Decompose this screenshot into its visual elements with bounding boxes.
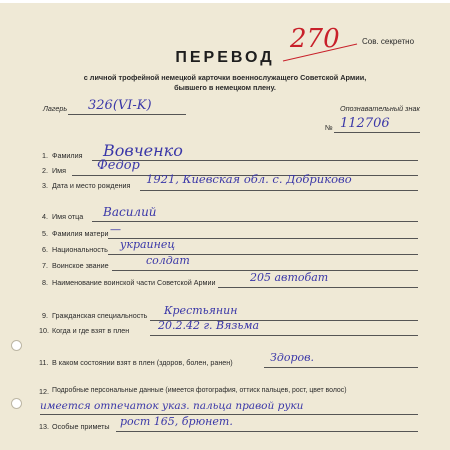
field-7-value: солдат [146, 254, 190, 267]
subtitle-line-2: бывшего в немецком плену. [174, 83, 276, 92]
field-8-label: Наименование воинской части Советской Армии [52, 278, 216, 287]
field-10-underline [150, 335, 418, 336]
field-3-number: 3. [42, 181, 48, 190]
field-1-value: Вовченко [103, 141, 183, 160]
field-6-label: Национальность [52, 245, 108, 254]
field-3-value: 1921, Киевская обл. с. Добриково [146, 172, 352, 186]
id-tag-label: Опознавательный знак [340, 104, 420, 113]
field-1-label: Фамилия [52, 151, 83, 160]
field-6-number: 6. [42, 245, 48, 254]
field-8-underline [218, 287, 418, 288]
field-5-value: — [110, 223, 121, 236]
id-tag-value: 112706 [340, 116, 390, 131]
field-10-label: Когда и где взят в плен [52, 326, 130, 335]
field-13-number: 13. [39, 422, 49, 431]
field-1-underline [92, 160, 418, 161]
id-tag-underline [334, 132, 420, 133]
field-13-label: Особые приметы [52, 422, 110, 431]
field-11-label: В каком состоянии взят в плен (здоров, болен, ранен) [52, 358, 233, 367]
field-3-label: Дата и место рождения [52, 181, 131, 190]
field-8-value: 205 автобат [250, 271, 329, 284]
field-2-number: 2. [42, 166, 48, 175]
field-6-value: украинец [120, 238, 176, 251]
field-7-label: Воинское звание [52, 261, 109, 270]
stamp-number: 270 [290, 24, 340, 54]
field-9-label: Гражданская специальность [52, 311, 148, 320]
camp-value: 326(VI-K) [88, 98, 152, 113]
field-10-value: 20.2.42 г. Вязьма [158, 319, 260, 332]
field-9-number: 9. [42, 311, 48, 320]
field-5-number: 5. [42, 229, 48, 238]
field-10-number: 10. [39, 326, 49, 335]
field-8-number: 8. [42, 278, 48, 287]
field-4-label: Имя отца [52, 212, 84, 221]
secret-label: Сов. секретно [362, 37, 415, 46]
field-3-underline [140, 190, 418, 191]
subtitle-line-1: с личной трофейной немецкой карточки военнослужащего Советской Армии, [83, 73, 367, 82]
field-2-value: Федор [97, 158, 140, 173]
field-9-value: Крестьянин [164, 304, 238, 317]
field-12-value: имеется отпечаток указ. пальца правой руки [40, 400, 304, 412]
field-11-number: 11. [39, 358, 49, 367]
field-1-number: 1. [42, 151, 48, 160]
page-title: ПЕРЕВОД [175, 49, 275, 66]
field-2-label: Имя [52, 166, 66, 175]
field-4-number: 4. [42, 212, 48, 221]
field-12-label: Подробные персональные данные (имеется фотография, оттиск пальцев, рост, цвет волос) [52, 387, 347, 394]
field-4-value: Василий [103, 205, 157, 219]
punch-hole-bottom [11, 398, 22, 409]
camp-underline [68, 114, 186, 115]
field-12-number: 12. [39, 387, 49, 396]
id-tag-prefix: № [325, 123, 333, 132]
field-5-label: Фамилия матери [52, 229, 109, 238]
camp-label: Лагерь [43, 104, 68, 113]
field-11-value: Здоров. [270, 351, 315, 364]
field-13-underline [116, 431, 418, 432]
field-7-number: 7. [42, 261, 48, 270]
field-13-value: рост 165, брюнет. [120, 415, 233, 428]
punch-hole-top [11, 340, 22, 351]
field-11-underline [264, 367, 418, 368]
field-4-underline [92, 221, 418, 222]
